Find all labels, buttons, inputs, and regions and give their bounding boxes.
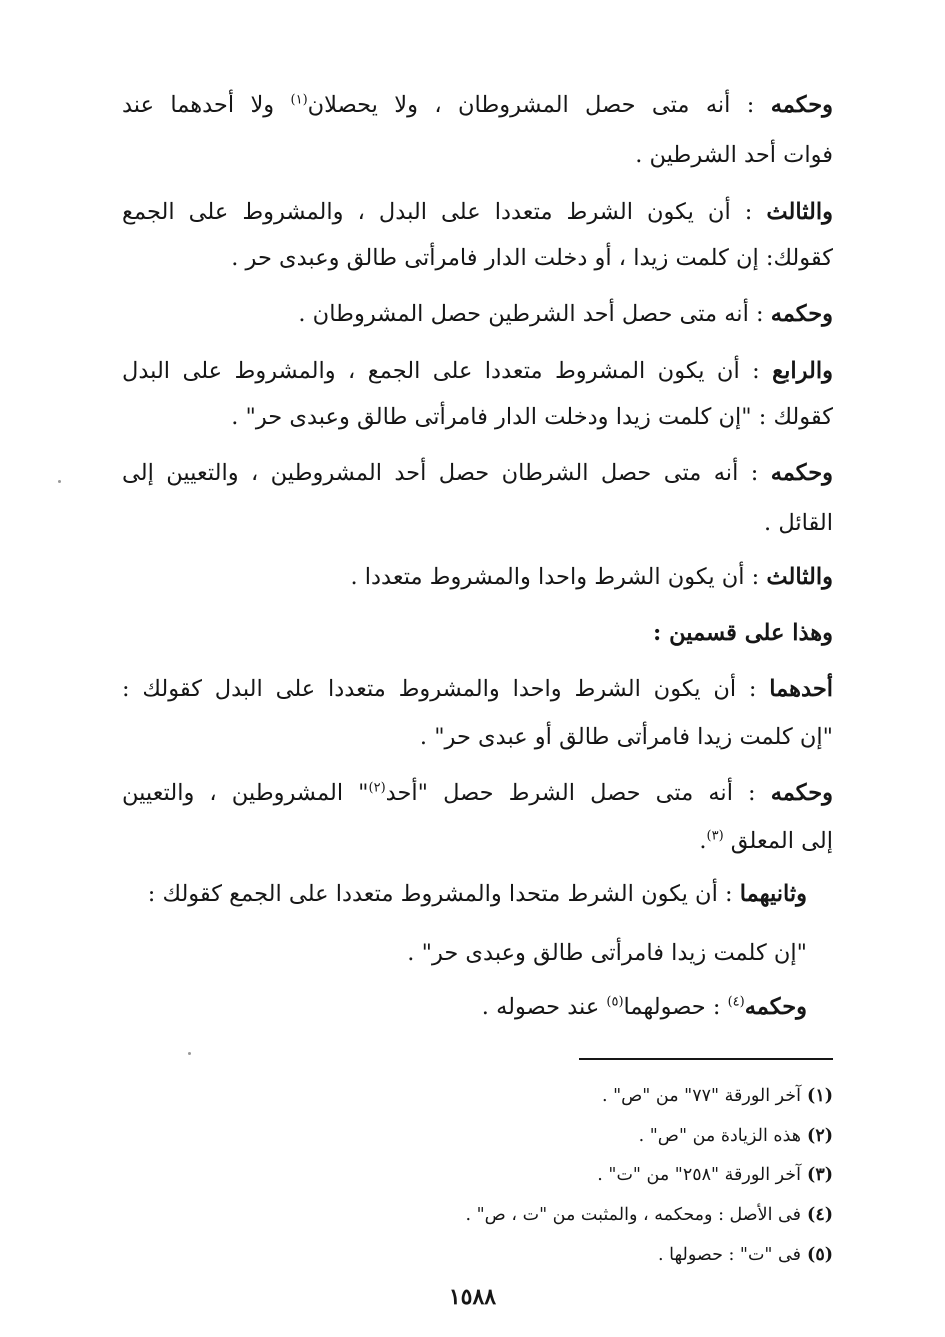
line-lead: والرابع [772,358,833,384]
footnote-text: آخر الورقة "٧٧" من "ص" . [601,1086,801,1106]
line-text: ولا أحدهما عند [122,92,291,118]
line-text: كقولك : "إن كلمت زيدا ودخلت الدار فامرأتى طالق وعبدى حر" . [231,404,833,430]
line-lead: وحكمه [770,780,833,806]
footnote-number: (٣) [807,1165,833,1185]
footnote-ref: (٥) [606,994,624,1010]
footnote-ref: (٤) [727,994,745,1010]
line-text: : أنه متى حصل أحد الشرطين حصل المشروطان . [298,301,771,327]
text-line [653,616,833,650]
text-line [122,354,833,388]
text-line [635,138,833,172]
line-lead: وحكمه [770,301,833,327]
text-line [122,456,833,490]
text-line [764,506,833,540]
line-lead: والثالث [766,564,833,590]
text-line [122,195,833,229]
line-lead: وهذا على قسمين : [653,620,833,646]
text-line [122,672,833,706]
line-text: : أن يكون الشرط متعددا على البدل ، والمشروط على الجمع [122,199,767,225]
line-text: " المشروطين ، والتعيين [122,780,369,806]
footnote [639,1122,833,1150]
text-line [148,877,807,911]
text-line [122,88,833,122]
scan-speck [58,480,61,483]
footnote-ref: (٣) [706,828,724,844]
line-lead: أحدهما [769,676,833,702]
line-text: فوات أحد الشرطين . [635,142,833,168]
footnote-text: فى "ت" : حصولها . [658,1245,801,1265]
line-lead: وحكمه [744,994,807,1020]
line-text: القائل . [764,510,833,536]
footnote-separator [579,1058,833,1060]
footnote [465,1201,833,1229]
footnote-number: (٤) [807,1205,833,1225]
footnote-text: هذه الزيادة من "ص" . [638,1126,801,1146]
line-lead: وحكمه [770,460,833,486]
text-line [699,824,833,858]
line-lead: والثالث [766,199,833,225]
text-line [122,776,833,810]
line-text: كقولك: إن كلمت زيدا ، أو دخلت الدار فامرأتى طالق وعبدى حر . [231,245,833,271]
line-text: : أنه متى حصل الشرطان حصل أحد المشروطين ، والتعيين إلى [122,460,771,486]
text-line [420,720,833,754]
line-text: : أنه متى حصل المشروطان ، ولا يحصلان [307,92,771,118]
footnote-number: (٥) [807,1245,833,1265]
line-lead: وحكمه [770,92,833,118]
line-text: عند حصوله . [481,994,607,1020]
line-text: : أنه متى حصل الشرط حصل "أحد [385,780,771,806]
scan-speck [188,1052,191,1055]
footnote-text: فى الأصل : ومحكمه ، والمثبت من "ت ، ص" . [465,1205,801,1225]
footnote-ref: (٢) [368,780,386,796]
text-line [298,297,833,331]
line-text: : أن يكون الشرط واحدا والمشروط متعددا على البدل كقولك : [122,676,770,702]
line-text: : حصولهما [623,994,728,1020]
text-line [231,400,833,434]
footnote [658,1241,833,1269]
footnote-ref: (١) [290,92,308,108]
line-text: : أن يكون المشروط متعددا على الجمع ، والمشروط على البدل [122,358,773,384]
line-text: إلى المعلق [723,828,833,854]
footnote [602,1082,833,1110]
page-number: ١٥٨٨ [448,1284,497,1310]
line-lead: وثانيهما [739,881,807,907]
footnote-text: آخر الورقة "٢٥٨" من "ت" . [597,1165,801,1185]
line-text: : أن يكون الشرط متحدا والمشروط متعددا على الجمع كقولك : [147,881,740,907]
text-line [482,990,807,1024]
footnote-number: (٢) [807,1126,833,1146]
text-line [407,936,807,970]
line-text: : أن يكون الشرط واحدا والمشروط متعددا . [350,564,767,590]
line-text: . [699,828,707,854]
footnote [597,1161,833,1189]
text-line [350,560,833,594]
footnote-number: (١) [807,1086,833,1106]
line-text: "إن كلمت زيدا فامرأتى طالق أو عبدى حر" . [419,724,833,750]
text-line [231,241,833,275]
line-text: "إن كلمت زيدا فامرأتى طالق وعبدى حر" . [407,940,807,966]
